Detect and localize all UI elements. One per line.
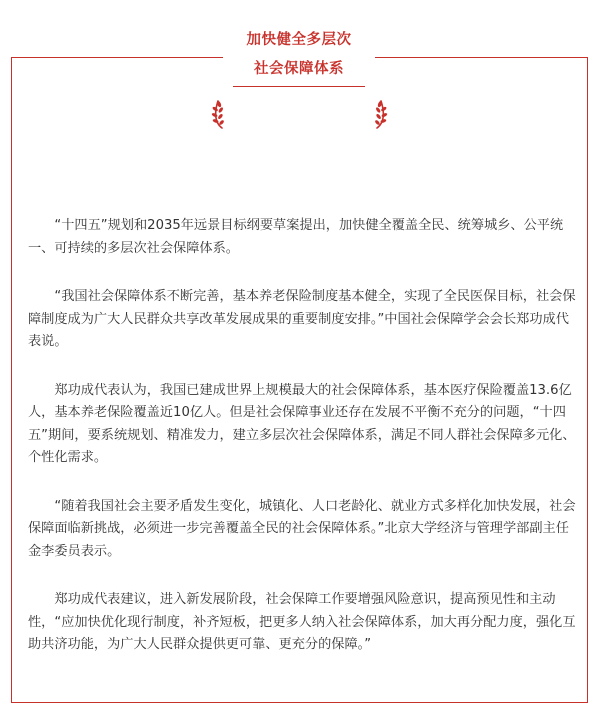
article-body <box>28 215 576 683</box>
article-paragraph: “随着我国社会主要矛盾发生变化，城镇化、人口老龄化、就业方式多样化加快发展，社会保障面临新挑战，必须进一步完善覆盖全民的社会保障体系。”北京大学经济与管理学部副主任金李委员表示。 <box>28 498 576 559</box>
page-title-line-2: 社会保障体系 <box>254 61 344 77</box>
article-paragraph: “我国社会保障体系不断完善，基本养老保险制度基本健全，实现了全民医保目标，社会保障制度成为广大人民群众共享改革发展成果的重要制度安排。”中国社会保障学会会长郑功成代表说。 <box>28 289 576 349</box>
article-paragraph: 郑功成代表认为，我国已建成世界上规模最大的社会保障体系，基本医疗保险覆盖13.6亿人，基本养老保险覆盖近10亿人。但是社会保障事业还存在发展不平衡不充分的问题，“十四五”期间，要系统规划、精准发力，建立多层次社会保障体系，满足不同人群社会保障多元化、个性化需求。 <box>28 382 576 465</box>
page-title-line-1: 加快健全多层次 <box>246 32 352 48</box>
title-box <box>223 24 375 86</box>
article-paragraph: “十四五”规划和2035年远景目标纲要草案提出，加快健全覆盖全民、统筹城乡、公平统一、可持续的多层次社会保障体系。 <box>28 218 564 256</box>
laurel-left-icon <box>211 98 229 130</box>
title-underline <box>233 86 365 87</box>
article-paragraph: 郑功成代表建议，进入新发展阶段，社会保障工作要增强风险意识，提高预见性和主动性，“应加快优化现行制度，补齐短板，把更多人纳入社会保障体系，加大再分配力度，强化互助共济功能，为广大人民群众提供更可靠、更充分的保障。” <box>28 592 576 652</box>
laurel-right-icon <box>370 98 388 130</box>
